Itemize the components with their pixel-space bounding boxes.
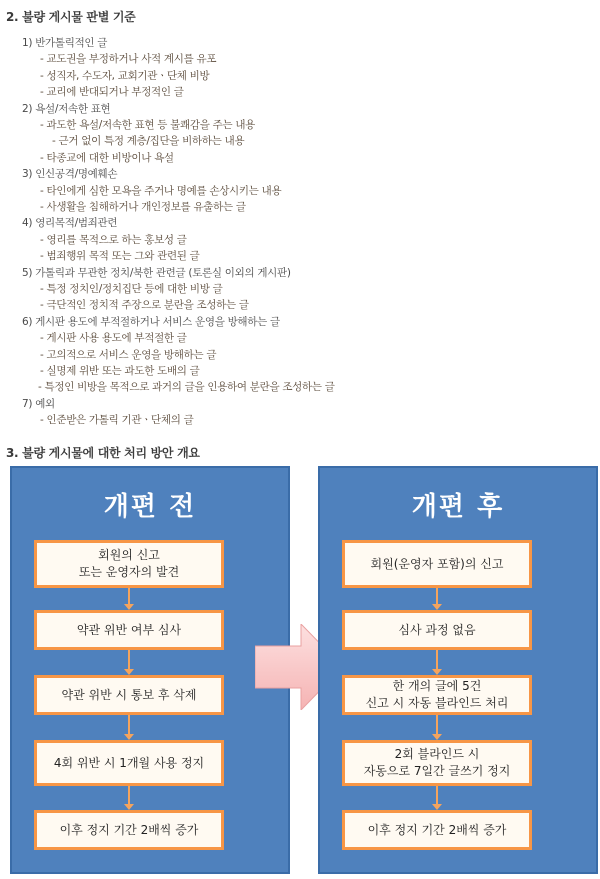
- flow-connector: [436, 786, 438, 804]
- criteria-item: - 특정인 비방을 목적으로 과거의 글을 인용하여 분란을 조성하는 글: [38, 381, 335, 394]
- flow-connector: [128, 650, 130, 669]
- flow-connector: [436, 715, 438, 734]
- criteria-category: 7) 예외: [22, 397, 55, 410]
- flow-connector: [436, 588, 438, 604]
- before-step-box: 회원의 신고 또는 운영자의 발견: [34, 540, 224, 588]
- before-panel-title: 개편 전: [103, 492, 197, 522]
- before-step-box: 약관 위반 여부 심사: [34, 610, 224, 650]
- criteria-item: - 사생활을 침해하거나 개인정보를 유출하는 글: [40, 201, 246, 213]
- flow-connector: [436, 650, 438, 669]
- criteria-category: 3) 인신공격/명예훼손: [22, 168, 118, 181]
- flow-connector: [128, 588, 130, 604]
- criteria-category: 2) 욕설/저속한 표현: [22, 102, 111, 115]
- after-step-box: 심사 과정 없음: [342, 610, 532, 650]
- before-step-box: 이후 정지 기간 2배씩 증가: [34, 810, 224, 850]
- criteria-item: - 인준받은 가톨릭 기관ㆍ단체의 글: [40, 414, 194, 427]
- after-step-box: 이후 정지 기간 2배씩 증가: [342, 810, 532, 850]
- criteria-item: - 타인에게 심한 모욕을 주거나 명예를 손상시키는 내용: [40, 184, 282, 197]
- after-step-box: 회원(운영자 포함)의 신고: [342, 540, 532, 588]
- criteria-item: - 타종교에 대한 비방이나 욕설: [40, 151, 174, 164]
- criteria-item: - 범죄행위 목적 또는 그와 관련된 글: [40, 250, 200, 263]
- criteria-item: - 실명제 위반 또는 과도한 도배의 글: [40, 365, 200, 377]
- before-step-box: 약관 위반 시 통보 후 삭제: [34, 675, 224, 715]
- criteria-item: - 성직자, 수도자, 교회기관ㆍ단체 비방: [40, 69, 210, 82]
- section3-heading: 3. 불량 게시물에 대한 처리 방안 개요: [6, 446, 200, 460]
- criteria-category: 4) 영리목적/범죄관련: [22, 217, 118, 230]
- flow-connector: [128, 715, 130, 734]
- criteria-item: - 영리를 목적으로 하는 홍보성 글: [40, 233, 187, 246]
- criteria-item: - 과도한 욕설/저속한 표현 등 불쾌감을 주는 내용: [40, 119, 256, 131]
- before-panel: [10, 466, 290, 874]
- before-step-box: 4회 위반 시 1개월 사용 정지: [34, 740, 224, 786]
- criteria-item: - 교도권을 부정하거나 사적 계시를 유포: [40, 53, 217, 66]
- criteria-item: - 게시판 사용 용도에 부적절한 글: [40, 332, 187, 345]
- after-panel: [318, 466, 598, 874]
- after-panel-title: 개편 후: [411, 492, 505, 522]
- criteria-category: 1) 반가톨릭적인 글: [22, 37, 108, 49]
- criteria-item: - 교리에 반대되거나 부정적인 글: [40, 86, 184, 99]
- criteria-item: - 고의적으로 서비스 운영을 방해하는 글: [40, 348, 217, 361]
- criteria-item: - 근거 없이 특정 계층/집단을 비하하는 내용: [52, 135, 245, 148]
- after-step-box: 2회 블라인드 시 자동으로 7일간 글쓰기 정지: [342, 740, 532, 786]
- criteria-category: 6) 게시판 용도에 부적절하거나 서비스 운영을 방해하는 글: [22, 315, 280, 328]
- section2-heading: 2. 불량 게시물 판별 기준: [6, 10, 136, 24]
- after-step-box: 한 개의 글에 5건 신고 시 자동 블라인드 처리: [342, 675, 532, 715]
- criteria-category: 5) 가톨릭과 무관한 정치/북한 관련글 (토론실 이외의 게시판): [22, 266, 291, 279]
- flow-connector: [128, 786, 130, 804]
- criteria-item: - 극단적인 정치적 주장으로 분란을 조성하는 글: [40, 299, 249, 312]
- criteria-item: - 특정 정치인/정치집단 등에 대한 비방 글: [40, 283, 223, 295]
